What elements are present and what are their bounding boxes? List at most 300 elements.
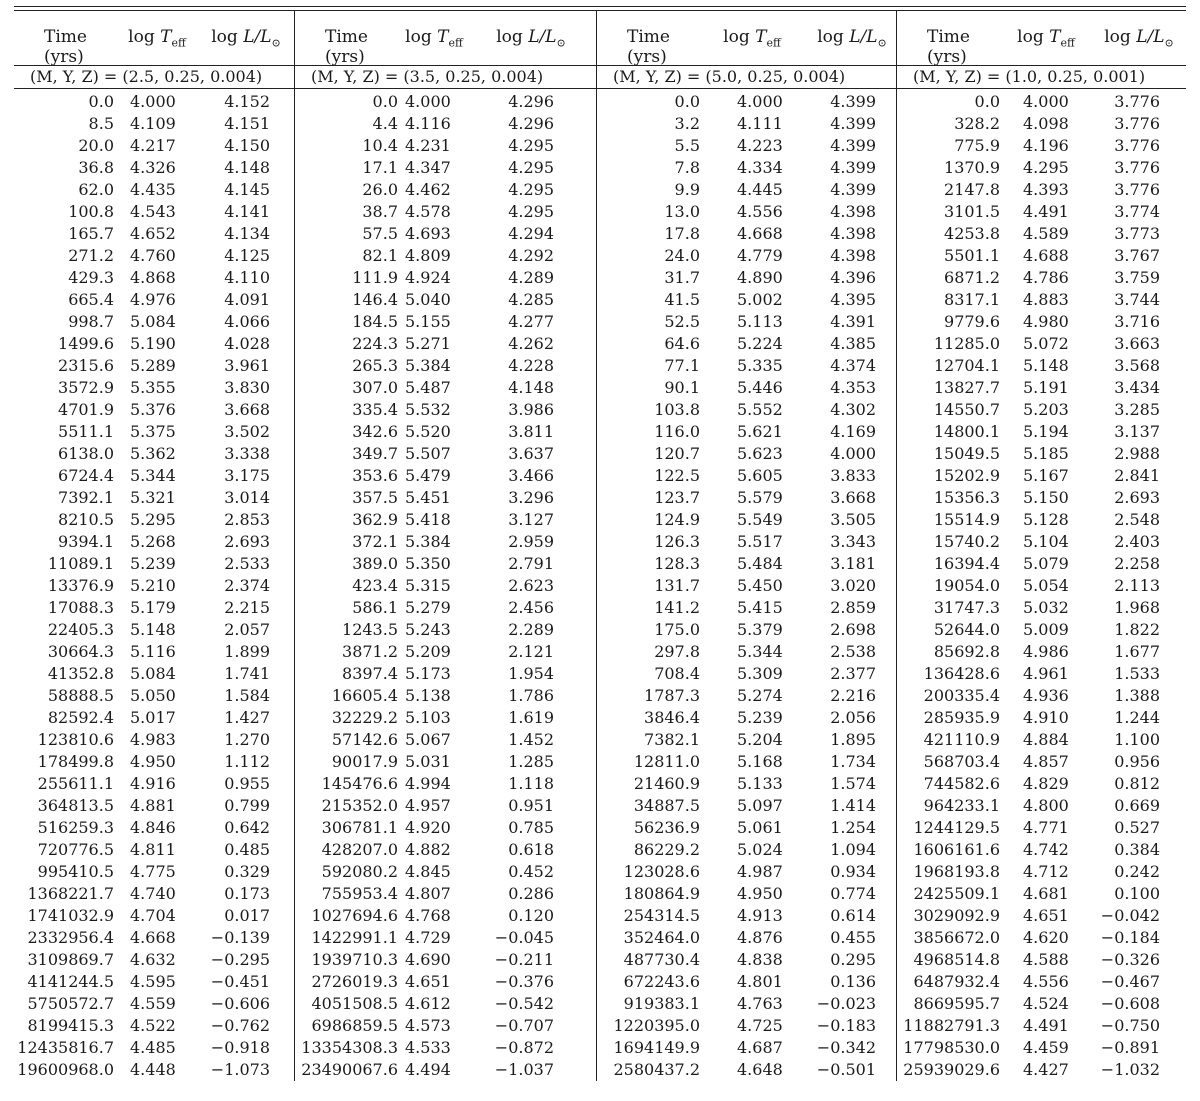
cell-log-luminosity: 4.125 (224, 246, 270, 265)
cell-log-teff: 4.556 (1023, 972, 1069, 991)
cell-time: 31.7 (664, 268, 700, 287)
cell-log-teff: 5.532 (405, 400, 451, 419)
cell-log-luminosity: 0.527 (1114, 818, 1160, 837)
cell-log-teff: 5.116 (130, 642, 176, 661)
cell-log-luminosity: 4.396 (830, 268, 876, 287)
cell-log-luminosity: 0.100 (1114, 884, 1160, 903)
cell-log-luminosity: −0.326 (1100, 950, 1160, 969)
table-row (14, 641, 294, 663)
table-row (14, 707, 294, 729)
cell-log-teff: 5.507 (405, 444, 451, 463)
cell-time: 145476.6 (321, 774, 398, 793)
cell-time: 123028.6 (623, 862, 700, 881)
cell-log-teff: 4.223 (737, 136, 783, 155)
cell-log-luminosity: 2.533 (224, 554, 270, 573)
header-log-luminosity (1089, 27, 1189, 53)
cell-log-teff: 4.651 (1023, 906, 1069, 925)
cell-log-luminosity: 3.668 (224, 400, 270, 419)
cell-log-teff: 5.173 (405, 664, 451, 683)
cell-time: 15202.9 (933, 466, 1000, 485)
table-row (14, 619, 294, 641)
table-row (14, 817, 294, 839)
cell-log-teff: 5.487 (405, 378, 451, 397)
table-row (597, 795, 896, 817)
cell-log-teff: 4.688 (1023, 246, 1069, 265)
cell-log-teff: 5.274 (737, 686, 783, 705)
cell-time: 1499.6 (58, 334, 114, 353)
cell-log-luminosity: 3.776 (1114, 114, 1160, 133)
cell-log-teff: 5.040 (405, 290, 451, 309)
table-row (897, 905, 1186, 927)
table-row (14, 1015, 294, 1037)
table-row (897, 861, 1186, 883)
cell-time: 23490067.6 (301, 1060, 398, 1079)
cell-log-teff: 4.857 (1023, 752, 1069, 771)
cell-log-teff: 4.612 (405, 994, 451, 1013)
cell-log-teff: 5.309 (737, 664, 783, 683)
table-row (295, 707, 596, 729)
cell-log-teff: 4.779 (737, 246, 783, 265)
cell-log-teff: 4.712 (1023, 862, 1069, 881)
cell-log-teff: 4.976 (130, 290, 176, 309)
cell-log-teff: 5.446 (737, 378, 783, 397)
cell-time: 5.5 (674, 136, 700, 155)
cell-log-teff: 4.632 (130, 950, 176, 969)
header-log-teff-symbol: T (1049, 27, 1061, 47)
cell-log-luminosity: 2.377 (830, 664, 876, 683)
cell-log-teff: 4.775 (130, 862, 176, 881)
cell-log-teff: 4.393 (1023, 180, 1069, 199)
header-log-teff-log: log (128, 27, 161, 47)
table-row (597, 377, 896, 399)
cell-time: 57142.6 (331, 730, 398, 749)
cell-time: 24.0 (664, 246, 700, 265)
table-row (295, 531, 596, 553)
cell-log-teff: 5.384 (405, 532, 451, 551)
table-row (597, 91, 896, 113)
cell-log-luminosity: 0.329 (224, 862, 270, 881)
table-row (897, 1015, 1186, 1037)
column-headers (14, 11, 294, 65)
table-row (14, 509, 294, 531)
table-row (897, 487, 1186, 509)
header-log-teff-symbol: T (160, 27, 172, 47)
table-row (597, 575, 896, 597)
cell-log-teff: 5.362 (130, 444, 176, 463)
cell-log-teff: 4.725 (737, 1016, 783, 1035)
cell-log-luminosity: −0.451 (210, 972, 270, 991)
cell-time: 146.4 (352, 290, 398, 309)
cell-time: 1968193.8 (913, 862, 1000, 881)
cell-log-teff: 4.533 (405, 1038, 451, 1057)
cell-log-teff: 5.621 (737, 422, 783, 441)
table-row (597, 641, 896, 663)
header-log-l-log: log (817, 27, 850, 47)
cell-time: 17088.3 (47, 598, 114, 617)
cell-log-teff: 4.838 (737, 950, 783, 969)
table-row (295, 993, 596, 1015)
table-row (897, 399, 1186, 421)
header-log-teff-symbol: T (755, 27, 767, 47)
cell-log-teff: 5.210 (130, 576, 176, 595)
cell-log-luminosity: −0.139 (210, 928, 270, 947)
table-row (897, 509, 1186, 531)
cell-log-luminosity: 4.295 (508, 180, 554, 199)
cell-log-teff: 4.768 (405, 906, 451, 925)
cell-time: 15740.2 (933, 532, 1000, 551)
table-row (295, 1015, 596, 1037)
cell-time: 5501.1 (944, 246, 1000, 265)
header-time (627, 27, 670, 67)
cell-log-teff: 4.559 (130, 994, 176, 1013)
cell-log-luminosity: 4.292 (508, 246, 554, 265)
header-log-teff-log: log (405, 27, 438, 47)
cell-log-luminosity: 0.812 (1114, 774, 1160, 793)
cell-log-luminosity: 0.295 (830, 950, 876, 969)
table-row (295, 729, 596, 751)
cell-time: 297.8 (654, 642, 700, 661)
cell-log-luminosity: 2.403 (1114, 532, 1160, 551)
model-parameters: (M, Y, Z) = (2.5, 0.25, 0.004) (14, 65, 294, 89)
table-row (14, 399, 294, 421)
cell-log-luminosity: 4.150 (224, 136, 270, 155)
table-row (597, 157, 896, 179)
cell-log-teff: 4.648 (737, 1060, 783, 1079)
cell-time: 32229.2 (331, 708, 398, 727)
cell-log-teff: 4.448 (130, 1060, 176, 1079)
cell-time: 8397.4 (342, 664, 398, 683)
cell-log-teff: 5.031 (405, 752, 451, 771)
cell-log-teff: 5.239 (130, 554, 176, 573)
table-row (295, 927, 596, 949)
table-panel (896, 11, 1186, 1081)
table-row (295, 377, 596, 399)
cell-time: 429.3 (68, 268, 114, 287)
cell-time: 3109869.7 (27, 950, 114, 969)
table-row (897, 971, 1186, 993)
cell-time: 41352.8 (47, 664, 114, 683)
table-row (597, 355, 896, 377)
table-row (295, 949, 596, 971)
table-row (295, 817, 596, 839)
cell-log-luminosity: 3.773 (1114, 224, 1160, 243)
table-row (14, 333, 294, 355)
table-row (597, 201, 896, 223)
cell-log-teff: 4.217 (130, 136, 176, 155)
cell-log-teff: 4.000 (737, 92, 783, 111)
cell-time: 3029092.9 (913, 906, 1000, 925)
cell-log-luminosity: 3.434 (1114, 378, 1160, 397)
table-row (897, 443, 1186, 465)
table-row (597, 1037, 896, 1059)
cell-time: 12435816.7 (17, 1038, 114, 1057)
cell-time: 57.5 (362, 224, 398, 243)
cell-time: 255611.1 (37, 774, 114, 793)
cell-time: 998.7 (68, 312, 114, 331)
cell-time: 41.5 (664, 290, 700, 309)
cell-log-teff: 4.950 (130, 752, 176, 771)
cell-time: 14550.7 (933, 400, 1000, 419)
cell-time: 122.5 (654, 466, 700, 485)
table-row (897, 1037, 1186, 1059)
header-log-teff-log: log (1017, 27, 1050, 47)
cell-log-teff: 4.961 (1023, 664, 1069, 683)
header-log-teff-subscript: eff (448, 36, 463, 50)
cell-time: 421110.9 (923, 730, 1000, 749)
table-row (897, 1059, 1186, 1081)
cell-log-luminosity: 4.399 (830, 92, 876, 111)
cell-log-luminosity: 3.343 (830, 532, 876, 551)
table-row (897, 663, 1186, 685)
cell-log-luminosity: 0.485 (224, 840, 270, 859)
cell-time: 0.0 (88, 92, 114, 111)
cell-log-teff: 4.936 (1023, 686, 1069, 705)
cell-time: 56236.9 (633, 818, 700, 837)
cell-log-luminosity: 4.399 (830, 158, 876, 177)
cell-log-teff: 5.024 (737, 840, 783, 859)
table-row (14, 157, 294, 179)
table-grid (14, 11, 1186, 1081)
table-row (597, 421, 896, 443)
cell-log-teff: 5.191 (1023, 378, 1069, 397)
cell-log-teff: 5.017 (130, 708, 176, 727)
table-row (14, 377, 294, 399)
cell-log-teff: 4.704 (130, 906, 176, 925)
cell-log-luminosity: 3.986 (508, 400, 554, 419)
table-row (295, 795, 596, 817)
cell-log-luminosity: 4.399 (830, 180, 876, 199)
cell-log-luminosity: 4.262 (508, 334, 554, 353)
cell-time: 1939710.3 (311, 950, 398, 969)
cell-log-teff: 4.589 (1023, 224, 1069, 243)
table-row (14, 597, 294, 619)
table-row (897, 421, 1186, 443)
header-log-l-log: log (1104, 27, 1137, 47)
table-row (597, 113, 896, 135)
cell-time: 22405.3 (47, 620, 114, 639)
cell-time: 64.6 (664, 334, 700, 353)
table-row (295, 223, 596, 245)
cell-log-teff: 4.116 (405, 114, 451, 133)
cell-log-teff: 5.103 (405, 708, 451, 727)
cell-log-luminosity: 3.744 (1114, 290, 1160, 309)
table-row (14, 971, 294, 993)
table-row (897, 201, 1186, 223)
table-row (597, 333, 896, 355)
cell-time: 12704.1 (933, 356, 1000, 375)
cell-log-teff: 5.271 (405, 334, 451, 353)
cell-log-luminosity: −0.023 (816, 994, 876, 1013)
table-row (14, 465, 294, 487)
table-body (295, 89, 596, 1081)
cell-time: 0.0 (974, 92, 1000, 111)
cell-log-teff: 4.295 (1023, 158, 1069, 177)
cell-time: 592080.2 (321, 862, 398, 881)
cell-log-luminosity: −0.045 (494, 928, 554, 947)
cell-time: 964233.1 (923, 796, 1000, 815)
header-time (927, 27, 970, 67)
cell-log-teff: 5.549 (737, 510, 783, 529)
cell-log-teff: 5.375 (130, 422, 176, 441)
cell-time: 342.6 (352, 422, 398, 441)
cell-time: 8210.5 (58, 510, 114, 529)
table-row (295, 971, 596, 993)
cell-log-luminosity: 0.956 (1114, 752, 1160, 771)
cell-log-teff: 4.742 (1023, 840, 1069, 859)
table-row (14, 751, 294, 773)
cell-log-luminosity: −0.184 (1100, 928, 1160, 947)
cell-log-luminosity: 2.853 (224, 510, 270, 529)
cell-time: 31747.3 (933, 598, 1000, 617)
table-row (597, 267, 896, 289)
cell-log-teff: 4.098 (1023, 114, 1069, 133)
table-row (14, 795, 294, 817)
cell-log-luminosity: 3.767 (1114, 246, 1160, 265)
cell-time: 123810.6 (37, 730, 114, 749)
table-row (597, 685, 896, 707)
table-row (897, 289, 1186, 311)
cell-time: 17.8 (664, 224, 700, 243)
cell-log-luminosity: −0.042 (1100, 906, 1160, 925)
cell-log-luminosity: 2.216 (830, 686, 876, 705)
cell-log-luminosity: 3.175 (224, 466, 270, 485)
table-row (597, 883, 896, 905)
cell-time: 7382.1 (644, 730, 700, 749)
cell-time: 364813.5 (37, 796, 114, 815)
table-row (295, 311, 596, 333)
table-row (14, 245, 294, 267)
cell-log-luminosity: 4.152 (224, 92, 270, 111)
cell-log-teff: 5.243 (405, 620, 451, 639)
cell-time: 19600968.0 (17, 1060, 114, 1079)
cell-log-luminosity: −0.872 (494, 1038, 554, 1057)
cell-log-teff: 5.097 (737, 796, 783, 815)
table-row (897, 245, 1186, 267)
cell-log-teff: 4.681 (1023, 884, 1069, 903)
cell-log-luminosity: 3.776 (1114, 92, 1160, 111)
cell-log-luminosity: 1.968 (1114, 598, 1160, 617)
cell-log-teff: 4.845 (405, 862, 451, 881)
cell-log-teff: 4.427 (1023, 1060, 1069, 1079)
table-row (597, 971, 896, 993)
cell-log-luminosity: −0.342 (816, 1038, 876, 1057)
cell-time: 3856672.0 (913, 928, 1000, 947)
table-row (14, 135, 294, 157)
cell-log-teff: 4.846 (130, 818, 176, 837)
table-row (295, 135, 596, 157)
table-row (897, 179, 1186, 201)
table-row (295, 773, 596, 795)
cell-log-teff: 5.605 (737, 466, 783, 485)
cell-time: 6871.2 (944, 268, 1000, 287)
cell-time: 1370.9 (944, 158, 1000, 177)
cell-log-luminosity: −0.542 (494, 994, 554, 1013)
table-row (295, 487, 596, 509)
cell-log-luminosity: 4.091 (224, 290, 270, 309)
table-row (897, 839, 1186, 861)
cell-log-teff: 5.355 (130, 378, 176, 397)
cell-log-teff: 4.543 (130, 202, 176, 221)
table-row (897, 157, 1186, 179)
cell-time: 62.0 (78, 180, 114, 199)
cell-time: 2580437.2 (613, 1060, 700, 1079)
cell-log-luminosity: −0.891 (1100, 1038, 1160, 1057)
table-row (295, 201, 596, 223)
table-row (597, 223, 896, 245)
cell-log-luminosity: 4.000 (830, 444, 876, 463)
cell-time: 4968514.8 (913, 950, 1000, 969)
table-row (14, 773, 294, 795)
cell-time: 2147.8 (944, 180, 1000, 199)
cell-log-luminosity: 4.141 (224, 202, 270, 221)
table-row (295, 333, 596, 355)
cell-log-teff: 4.913 (737, 906, 783, 925)
cell-log-teff: 4.435 (130, 180, 176, 199)
cell-time: 3101.5 (944, 202, 1000, 221)
table-row (14, 421, 294, 443)
header-log-luminosity (802, 27, 902, 53)
cell-log-teff: 4.687 (737, 1038, 783, 1057)
table-row (597, 399, 896, 421)
cell-time: 8199415.3 (27, 1016, 114, 1035)
cell-log-teff: 5.113 (737, 312, 783, 331)
table-row (597, 707, 896, 729)
table-row (597, 311, 896, 333)
cell-log-teff: 5.104 (1023, 532, 1069, 551)
cell-log-luminosity: 2.693 (224, 532, 270, 551)
cell-time: 184.5 (352, 312, 398, 331)
cell-log-teff: 5.148 (1023, 356, 1069, 375)
table-row (897, 883, 1186, 905)
cell-log-luminosity: 2.623 (508, 576, 554, 595)
cell-time: 3846.4 (644, 708, 700, 727)
cell-log-luminosity: 3.776 (1114, 158, 1160, 177)
cell-log-teff: 4.491 (1023, 1016, 1069, 1035)
table-row (897, 91, 1186, 113)
header-log-luminosity (196, 27, 296, 53)
cell-time: 12811.0 (633, 752, 700, 771)
header-log-l-subscript: ⊙ (271, 36, 281, 50)
cell-log-luminosity: 4.399 (830, 114, 876, 133)
cell-log-teff: 4.910 (1023, 708, 1069, 727)
cell-log-teff: 5.479 (405, 466, 451, 485)
table-row (295, 443, 596, 465)
cell-log-luminosity: 4.289 (508, 268, 554, 287)
cell-log-teff: 4.811 (130, 840, 176, 859)
table-row (14, 1037, 294, 1059)
table-row (295, 883, 596, 905)
table-row (295, 355, 596, 377)
table-row (14, 663, 294, 685)
cell-log-luminosity: 4.066 (224, 312, 270, 331)
cell-log-teff: 4.994 (405, 774, 451, 793)
table-row (597, 619, 896, 641)
table-row (14, 575, 294, 597)
cell-log-luminosity: 2.538 (830, 642, 876, 661)
cell-log-teff: 4.829 (1023, 774, 1069, 793)
header-time-label: Time (325, 27, 368, 47)
table-row (14, 905, 294, 927)
cell-time: 1787.3 (644, 686, 700, 705)
cell-log-teff: 5.194 (1023, 422, 1069, 441)
cell-log-luminosity: 4.277 (508, 312, 554, 331)
cell-log-teff: 5.379 (737, 620, 783, 639)
table-row (897, 729, 1186, 751)
cell-log-teff: 4.740 (130, 884, 176, 903)
cell-time: 90017.9 (331, 752, 398, 771)
table-row (597, 245, 896, 267)
cell-log-luminosity: 1.244 (1114, 708, 1160, 727)
